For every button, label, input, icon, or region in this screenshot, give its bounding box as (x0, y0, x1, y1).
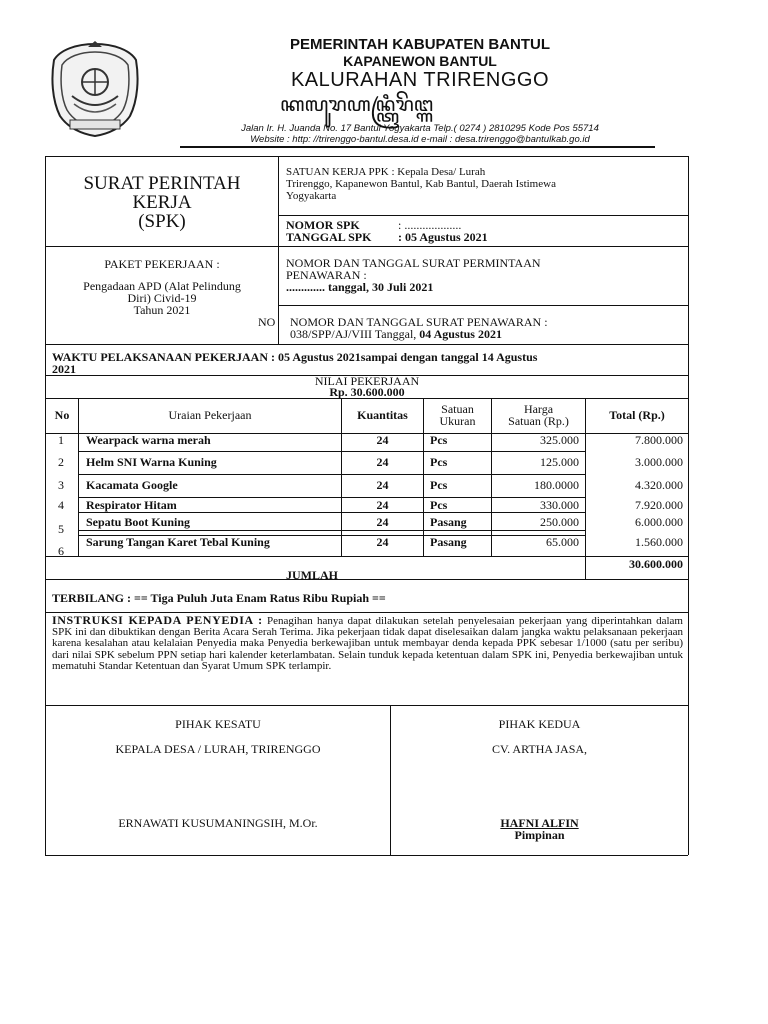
cell-total: 7.800.000 (635, 433, 683, 447)
terbilang: TERBILANG : == Tiga Puluh Juta Enam Ratus Ribu Rupiah == (52, 591, 386, 605)
penawaran-no: NO (258, 315, 276, 329)
pihak-kedua-name-text: HAFNI ALFIN (500, 816, 579, 830)
rule (341, 398, 342, 556)
col-header-harga (492, 403, 585, 427)
cell-no: 4 (58, 498, 64, 512)
title-line: SURAT PERINTAH (83, 173, 241, 194)
cell-uraian: Wearpack warna merah (86, 433, 211, 447)
waktu-line: WAKTU PELAKSANAAN PEKERJAAN : 05 Agustus 2021sampai dengan tanggal 14 Agustus (52, 350, 538, 364)
nomor-spk-value: : ................... (398, 218, 462, 232)
jumlah-label: JUMLAH (286, 568, 338, 582)
instruksi-text: Penagihan hanya dapat dilakukan setelah penyelesaian pekerjaan yang diperintahkan dalam SPK ini dan dibuktikan dengan Berita Acara Serah Terima. Jika pekerjaan tidak dapat diselesaikan dalam jangka waktu pelaksanaan pekerjaan karena kesalahan atau kelalaian Penyedia maka Penyedia berkewajiban untuk membayar denda kepada PPK sebesar 1/1000 (satu per seribu) dari nilai SPK sebelum PPN setiap hari kalender keterlambatan. Selain tunduk kepada ketentuan dalam SPK ini, Penyedia berkewajiban untuk mematuhi Standar Ketentuan dan Syarat Umum SPK terlampir. (52, 615, 683, 672)
cell-no: 2 (58, 455, 64, 469)
cell-uraian: Helm SNI Warna Kuning (86, 455, 217, 469)
cell-no: 1 (58, 433, 64, 447)
nomor-spk-label: NOMOR SPK (286, 218, 360, 232)
rule (78, 530, 585, 531)
frame-right (688, 156, 689, 855)
header-website: Website : http: //trirenggo-bantul.desa.id e-mail : desa.trirenggo@bantulkab.go.id (250, 134, 590, 145)
letterhead-rule (180, 146, 655, 148)
jumlah-value: 30.600.000 (629, 557, 683, 571)
cell-price: 325.000 (540, 433, 579, 447)
cell-no: 3 (58, 478, 64, 492)
rule (78, 474, 585, 475)
header-address: Jalan Ir. H. Juanda No. 17 Bantul Yogyakarta Telp.( 0274 ) 2810295 Kode Pos 55714 (241, 123, 599, 134)
col-header-harga-line: Satuan (Rp.) (508, 414, 569, 428)
cell-total: 7.920.000 (635, 498, 683, 512)
surat-penawaran-value (290, 328, 686, 340)
paket-pekerjaan (46, 280, 278, 316)
pihak-kesatu-role: KEPALA DESA / LURAH, TRIRENGGO (115, 742, 321, 756)
header-kalurahan: KALURAHAN TRIRENGGO (290, 69, 550, 91)
rule (278, 305, 688, 306)
cell-qty: 24 (376, 498, 389, 512)
paket-line: Pengadaan APD (Alat Pelindung (83, 279, 241, 293)
tanggal-spk-label: TANGGAL SPK (286, 230, 372, 244)
title-line: (SPK) (138, 211, 186, 232)
cell-no: 5 (58, 522, 64, 536)
cell-price: 330.000 (540, 498, 579, 512)
col-header-kuantitas: Kuantitas (357, 408, 408, 422)
cell-total: 1.560.000 (635, 535, 683, 549)
surat-permintaan (286, 257, 686, 293)
penawaran-number: 038/SPP/AJ/VIII Tanggal, (290, 327, 420, 341)
rule (45, 246, 688, 247)
title-line: KERJA (132, 192, 192, 213)
cell-qty: 24 (376, 535, 389, 549)
col-header-satuan (424, 403, 491, 427)
cell-uraian: Sepatu Boot Kuning (86, 515, 191, 529)
cell-total: 4.320.000 (635, 478, 683, 492)
cell-price: 180.0000 (534, 478, 579, 492)
satuan-kerja-line: Yogyakarta (286, 190, 337, 202)
cell-uraian: Sarung Tangan Karet Tebal Kuning (86, 535, 270, 549)
cell-uraian: Kacamata Google (86, 478, 178, 492)
nilai-pekerjaan-value: Rp. 30.600.000 (329, 385, 405, 399)
waktu-pelaksanaan (52, 351, 688, 375)
surat-penawaran-label: NOMOR DAN TANGGAL SURAT PENAWARAN : (290, 315, 548, 329)
rule (45, 579, 688, 580)
rule (45, 398, 688, 399)
cell-qty: 24 (376, 478, 389, 492)
cell-price: 65.000 (546, 535, 579, 549)
cell-total: 6.000.000 (635, 515, 683, 529)
cell-unit: Pasang (430, 535, 467, 549)
waktu-line: 2021 (52, 362, 76, 376)
satuan-kerja-line: Trirenggo, Kapanewon Bantul, Kab Bantul, Daerah Istimewa (286, 178, 556, 190)
col-header-satuan-line: Ukuran (439, 414, 476, 428)
cell-unit: Pcs (430, 478, 448, 492)
rule (78, 451, 585, 452)
pihak-kedua-role: CV. ARTHA JASA, (491, 742, 588, 756)
paket-pekerjaan-label: PAKET PEKERJAAN : (104, 257, 220, 271)
col-header-harga-line: Harga (523, 402, 554, 416)
col-header-satuan-line: Satuan (441, 402, 474, 416)
col-header-total: Total (Rp.) (609, 408, 665, 422)
cell-qty: 24 (376, 433, 389, 447)
tanggal-spk-value: : 05 Agustus 2021 (398, 230, 488, 244)
permintaan-line: NOMOR DAN TANGGAL SURAT PERMINTAAN (286, 256, 541, 270)
instruksi-kepada-penyedia (52, 615, 683, 672)
rule (45, 556, 688, 557)
tanggal-spk (286, 231, 686, 243)
permintaan-line: PENAWARAN : (286, 268, 367, 282)
paket-line: Tahun 2021 (133, 303, 191, 317)
rule (278, 215, 688, 216)
cell-price: 125.000 (540, 455, 579, 469)
cell-price: 250.000 (540, 515, 579, 529)
rule (78, 512, 585, 513)
frame-top (45, 156, 688, 157)
regency-seal (44, 38, 146, 140)
cell-total: 3.000.000 (635, 455, 683, 469)
cell-qty: 24 (376, 515, 389, 529)
document-title (46, 174, 278, 231)
header-kapanewon: KAPANEWON BANTUL (343, 53, 497, 69)
header-government: PEMERINTAH KABUPATEN BANTUL (290, 36, 550, 53)
satuan-kerja (286, 166, 686, 202)
pihak-kesatu-name: ERNAWATI KUSUMANINGSIH, M.Or. (118, 816, 318, 830)
permintaan-line: ............. tanggal, 30 Juli 2021 (286, 280, 434, 294)
rule (78, 398, 79, 556)
col-header-no: No (54, 408, 70, 422)
frame-bottom (45, 855, 688, 856)
cell-qty: 24 (376, 455, 389, 469)
pihak-kesatu-title: PIHAK KESATU (175, 717, 261, 731)
cell-unit: Pcs (430, 498, 448, 512)
nilai-pekerjaan-label: NILAI PEKERJAAN (314, 374, 420, 388)
penawaran-date: 04 Agustus 2021 (419, 327, 502, 341)
pihak-kedua-position: Pimpinan (514, 828, 565, 842)
pihak-kedua-title: PIHAK KEDUA (498, 717, 581, 731)
paket-line: Diri) Civid-19 (127, 291, 197, 305)
rule (45, 344, 688, 345)
cell-uraian: Respirator Hitam (86, 498, 177, 512)
javanese-script-name: ꦏꦭꦸꦫꦲꦤ꧀ꦠꦿꦶꦫꦼꦔ꧀ꦒ (280, 92, 434, 116)
cell-unit: Pcs (430, 433, 448, 447)
satuan-kerja-line: SATUAN KERJA PPK : Kepala Desa/ Lurah (286, 166, 486, 178)
rule (45, 705, 688, 706)
cell-unit: Pasang (430, 515, 467, 529)
cell-no: 6 (58, 544, 64, 558)
instruksi-label: INSTRUKSI KEPADA PENYEDIA : (52, 613, 263, 627)
col-header-uraian: Uraian Pekerjaan (168, 408, 252, 422)
cell-unit: Pcs (430, 455, 448, 469)
